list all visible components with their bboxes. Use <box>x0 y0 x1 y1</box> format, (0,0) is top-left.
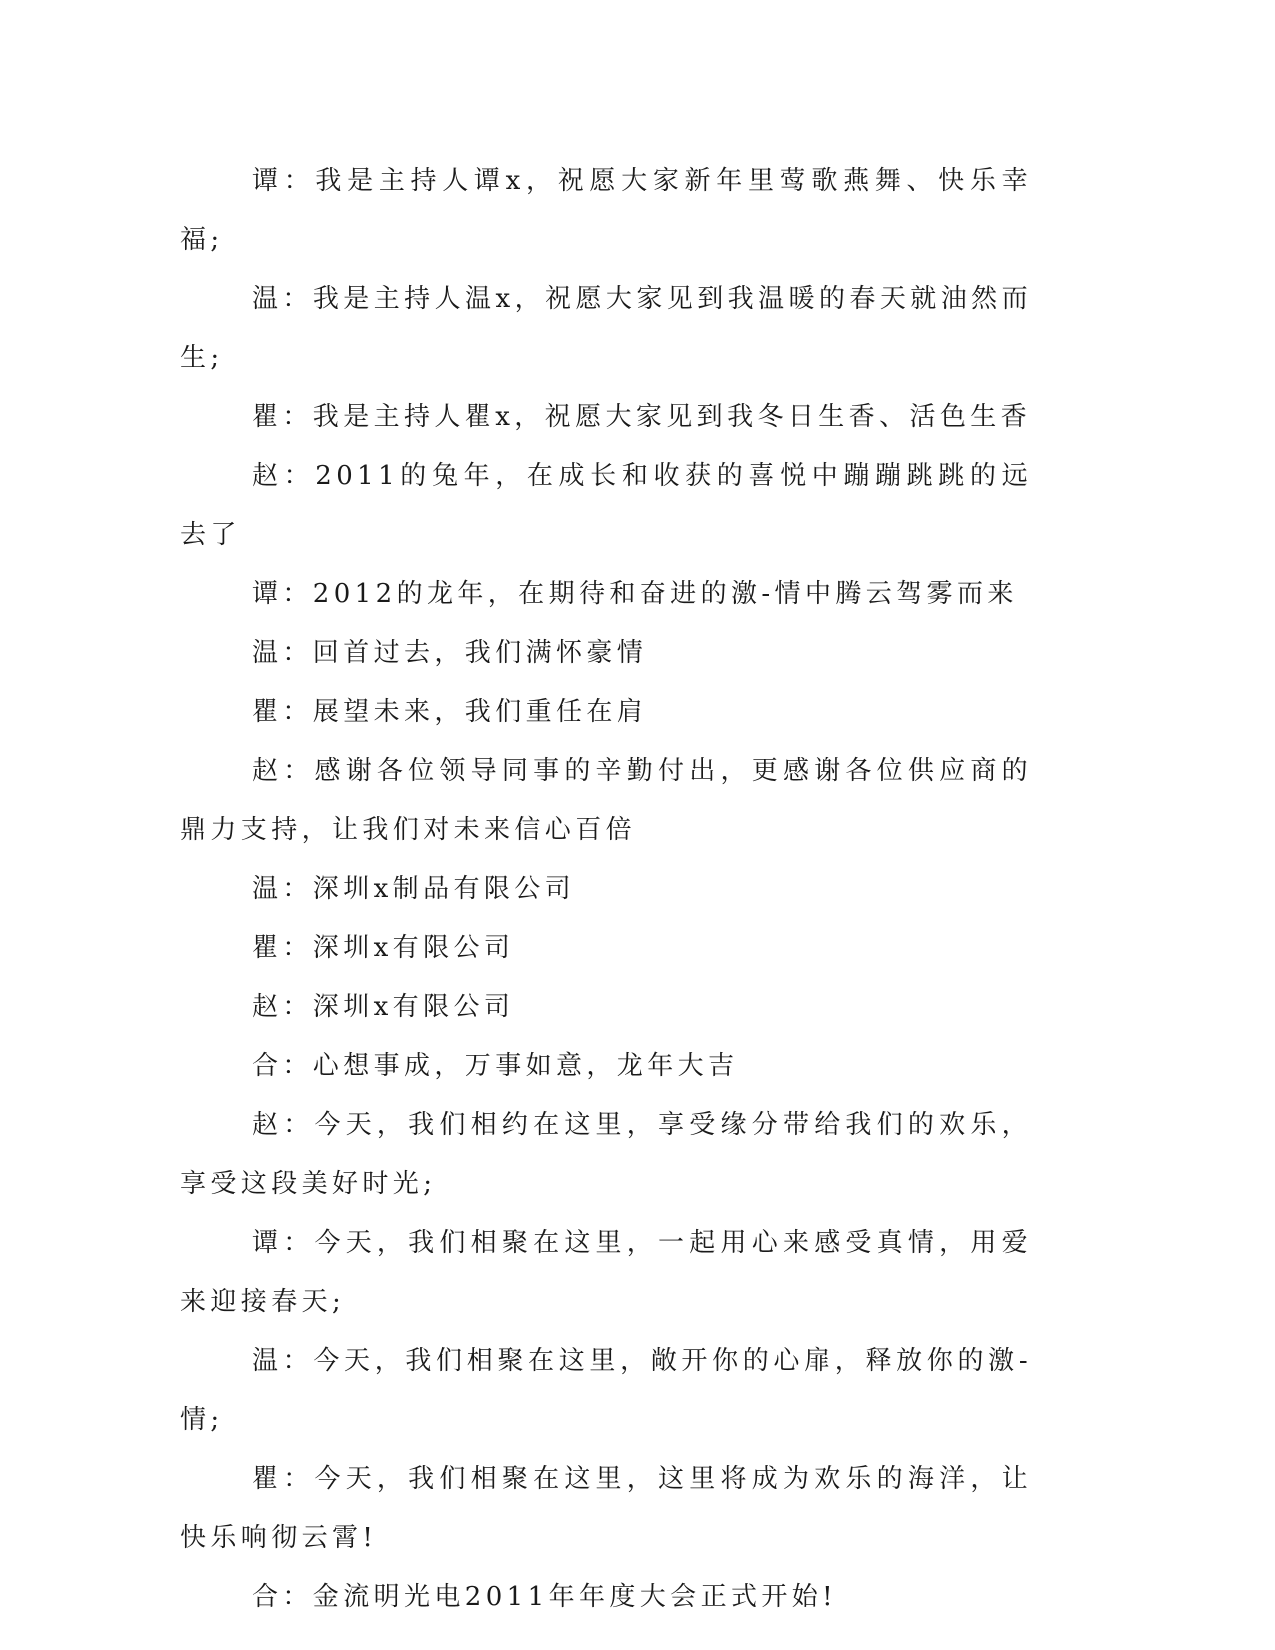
paragraph: 温：深圳x制品有限公司 <box>252 874 576 904</box>
paragraph: 瞿：深圳x有限公司 <box>252 933 515 963</box>
paragraph: 谭：我是主持人谭x，祝愿大家新年里莺歌燕舞、快乐幸福; <box>180 166 1032 255</box>
paragraph: 赵：今天，我们相约在这里，享受缘分带给我们的欢乐，享受这段美好时光; <box>180 1110 1032 1199</box>
paragraph: 谭：2012的龙年，在期待和奋进的激-情中腾云驾雾而来 <box>252 579 1018 609</box>
paragraph: 赵：深圳x有限公司 <box>252 992 515 1022</box>
paragraph: 温：回首过去，我们满怀豪情 <box>252 638 648 668</box>
paragraph: 合：心想事成，万事如意，龙年大吉 <box>252 1051 739 1081</box>
paragraph: 瞿：我是主持人瞿x，祝愿大家见到我冬日生香、活色生香 <box>252 402 1032 432</box>
paragraph: 温：我是主持人温x，祝愿大家见到我温暖的春天就油然而生; <box>180 284 1032 373</box>
paragraph: 瞿：今天，我们相聚在这里，这里将成为欢乐的海洋，让快乐响彻云霄! <box>180 1464 1032 1553</box>
paragraph: 温：今天，我们相聚在这里，敞开你的心扉，释放你的激-情; <box>180 1346 1032 1435</box>
document-body <box>180 152 1032 1627</box>
paragraph: 赵：2011的兔年，在成长和收获的喜悦中蹦蹦跳跳的远去了 <box>180 461 1032 550</box>
paragraph: 谭：今天，我们相聚在这里，一起用心来感受真情，用爱来迎接春天; <box>180 1228 1032 1317</box>
paragraph: 合：金流明光电2011年年度大会正式开始! <box>252 1582 838 1612</box>
paragraph: 瞿：展望未来，我们重任在肩 <box>252 697 648 727</box>
paragraph: 赵：感谢各位领导同事的辛勤付出，更感谢各位供应商的鼎力支持，让我们对未来信心百倍 <box>180 756 1032 845</box>
